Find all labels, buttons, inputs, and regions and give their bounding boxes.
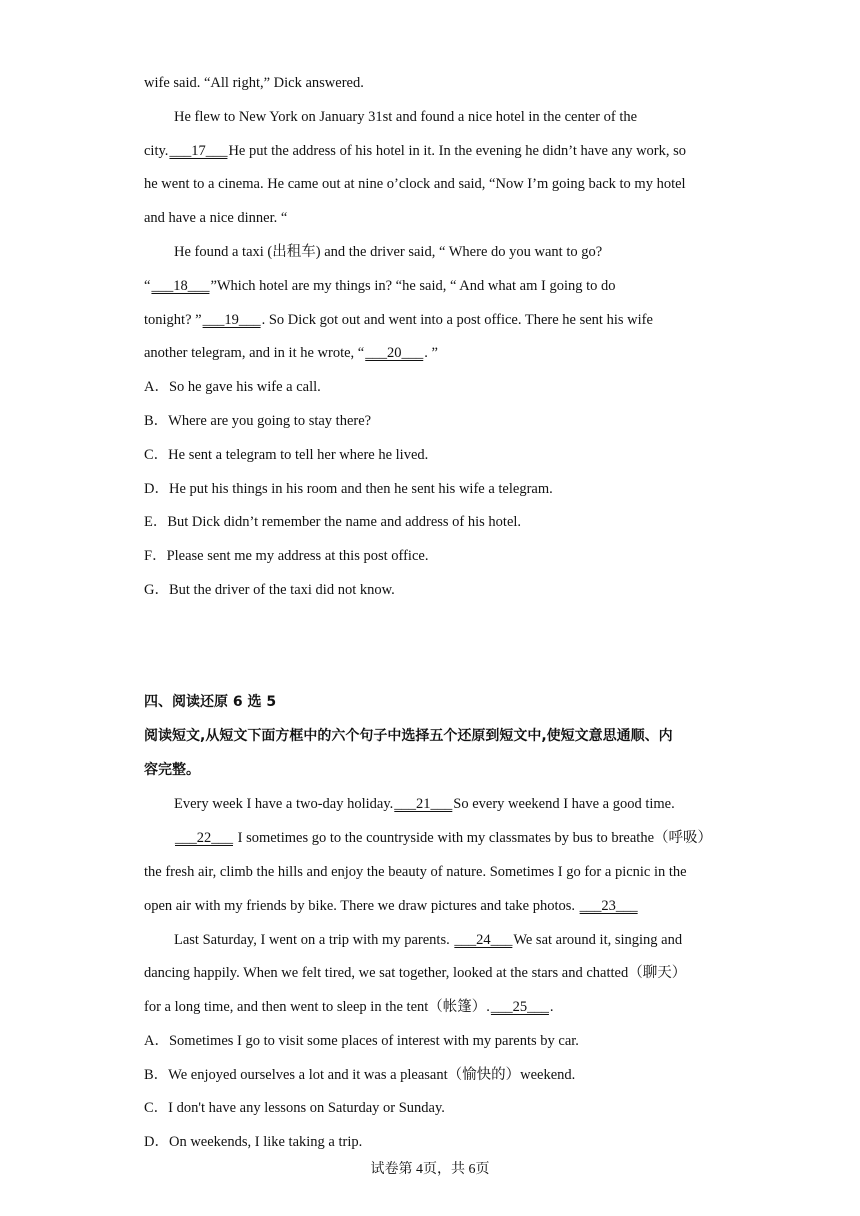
passage-text: “ (144, 278, 151, 294)
page-footer: 试卷第 4页，共 6页 (370, 1162, 490, 1177)
passage-text: another telegram, and in it he wrote, “ (144, 345, 365, 361)
passage-line (144, 208, 734, 228)
passage-line (144, 963, 734, 983)
passage-text: wife said. “All right,” Dick answered. (144, 75, 364, 91)
option-b: B．We enjoyed ourselves a lot and it was a pleasant（愉快的）weekend. (144, 1067, 576, 1083)
option-a: A．So he gave his wife a call. (144, 379, 321, 395)
passage-text: So every weekend I have a good time. (453, 796, 675, 812)
passage-text: . So Dick got out and went into a post office. There he sent his wife (261, 312, 653, 328)
blank-24[interactable]: ___24___ (454, 932, 513, 948)
passage-text: He flew to New York on January 31st and found a nice hotel in the center of the (174, 109, 638, 125)
passage-line (174, 794, 734, 814)
option-d: D．On weekends, I like taking a trip. (144, 1134, 363, 1150)
blank-19[interactable]: ___19___ (202, 312, 261, 328)
passage-line (174, 107, 734, 127)
passage-text: Last Saturday, I went on a trip with my parents. (174, 932, 454, 948)
option-b: B．Where are you going to stay there? (144, 413, 372, 429)
section-title: 四、阅读还原 6 选 5 (144, 694, 277, 710)
passage-text: the fresh air, climb the hills and enjoy the beauty of nature. Sometimes I go for a picnic in the (144, 864, 687, 880)
blank-18[interactable]: ___18___ (151, 278, 210, 294)
passage-text: ”Which hotel are my things in? “he said, “ And what am I going to do (210, 278, 616, 294)
option-f: F．Please sent me my address at this post office. (144, 548, 429, 564)
passage-line (144, 141, 734, 161)
passage-text: tonight? ” (144, 312, 202, 328)
passage-text: and have a nice dinner. “ (144, 210, 288, 226)
blank-17[interactable]: ___17___ (169, 143, 228, 159)
passage-text: He put the address of his hotel in it. In the evening he didn’t have any work, so (228, 143, 687, 159)
passage-line (144, 896, 734, 916)
passage-text: for a long time, and then went to sleep in the tent（帐篷）. (144, 999, 490, 1015)
option-e: E．But Dick didn’t remember the name and address of his hotel. (144, 514, 522, 530)
passage-line (174, 930, 734, 950)
section-instruction: 容完整。 (144, 762, 200, 778)
passage-line (144, 276, 734, 296)
blank-25[interactable]: ___25___ (490, 999, 549, 1015)
passage-text: Every week I have a two-day holiday. (174, 796, 394, 812)
passage-text: . (549, 999, 554, 1015)
passage-line (144, 174, 734, 194)
option-c: C．He sent a telegram to tell her where he lived. (144, 447, 429, 463)
blank-21[interactable]: ___21___ (394, 796, 453, 812)
option-c: C．I don't have any lessons on Saturday or Sunday. (144, 1100, 445, 1116)
blank-22[interactable]: ___22___ (175, 830, 233, 846)
passage-text: open air with my friends by bike. There we draw pictures and take photos. (144, 898, 579, 914)
option-d: D．He put his things in his room and then he sent his wife a telegram. (144, 481, 553, 497)
option-a: A．Sometimes I go to visit some places of interest with my parents by car. (144, 1033, 579, 1049)
passage-line (174, 242, 734, 262)
passage-line (144, 997, 734, 1017)
passage-text: He found a taxi (出租车) and the driver said, “ Where do you want to go? (174, 244, 603, 260)
passage-line (144, 310, 734, 330)
blank-20[interactable]: ___20___ (365, 345, 424, 361)
option-g: G．But the driver of the taxi did not know. (144, 582, 395, 598)
passage-line (144, 73, 734, 93)
blank-23[interactable]: ___23___ (579, 898, 638, 914)
section-instruction: 阅读短文,从短文下面方框中的六个句子中选择五个还原到短文中,使短文意思通顺、内 (144, 728, 673, 744)
passage-text: dancing happily. When we felt tired, we sat together, looked at the stars and chatted（聊天） (144, 965, 687, 981)
passage-line (144, 343, 734, 363)
passage-text: I sometimes go to the countryside with my classmates by bus to breathe（呼吸） (234, 830, 713, 846)
passage-text: We sat around it, singing and (513, 932, 683, 948)
passage-line (144, 862, 734, 882)
passage-text: . ” (424, 345, 438, 361)
passage-text: city. (144, 143, 169, 159)
passage-line (174, 828, 734, 848)
passage-text: he went to a cinema. He came out at nine o’clock and said, “Now I’m going back to my hotel (144, 176, 686, 192)
